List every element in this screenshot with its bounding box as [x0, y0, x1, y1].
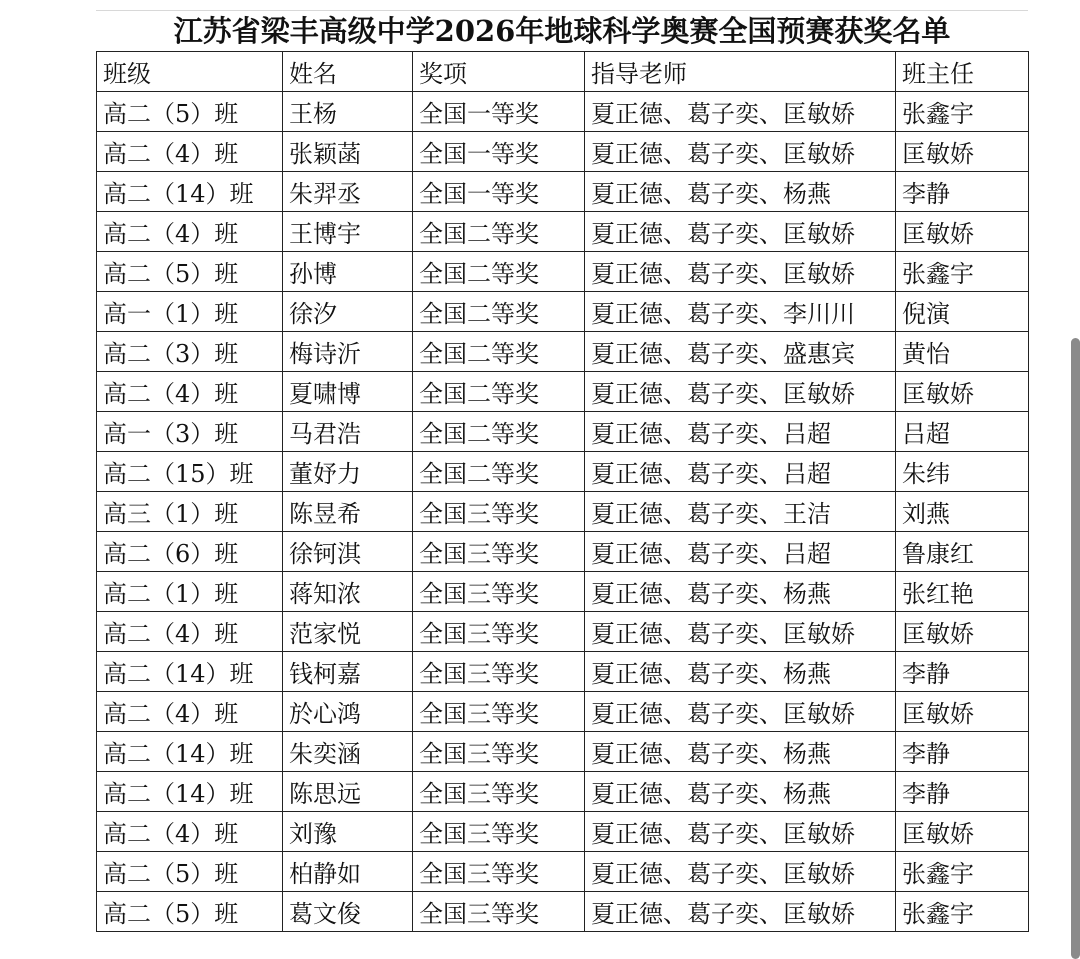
cell-head-teacher: 李静 — [896, 772, 1029, 812]
table-row — [97, 412, 1029, 452]
cell-head-teacher: 匡敏娇 — [896, 212, 1029, 252]
cell-name: 蒋知浓 — [283, 572, 413, 612]
cell-advisors: 夏正德、葛子奕、匡敏娇 — [585, 92, 896, 132]
cell-class: 高二（4）班 — [97, 212, 283, 252]
table-row — [97, 252, 1029, 292]
table-row — [97, 692, 1029, 732]
cell-class: 高二（4）班 — [97, 612, 283, 652]
cell-award: 全国三等奖 — [413, 572, 585, 612]
cell-advisors: 夏正德、葛子奕、杨燕 — [585, 172, 896, 212]
table-row — [97, 292, 1029, 332]
cell-head-teacher: 匡敏娇 — [896, 692, 1029, 732]
award-table — [96, 51, 1029, 932]
table-row — [97, 452, 1029, 492]
cell-award: 全国一等奖 — [413, 132, 585, 172]
table-row — [97, 132, 1029, 172]
cell-class: 高二（14）班 — [97, 172, 283, 212]
cell-advisors: 夏正德、葛子奕、吕超 — [585, 452, 896, 492]
cell-advisors: 夏正德、葛子奕、杨燕 — [585, 732, 896, 772]
cell-class: 高二（6）班 — [97, 532, 283, 572]
cell-head-teacher: 张鑫宇 — [896, 92, 1029, 132]
cell-award: 全国三等奖 — [413, 652, 585, 692]
table-row — [97, 732, 1029, 772]
cell-name: 马君浩 — [283, 412, 413, 452]
cell-head-teacher: 张红艳 — [896, 572, 1029, 612]
table-row — [97, 772, 1029, 812]
cell-award: 全国一等奖 — [413, 92, 585, 132]
cell-class: 高三（1）班 — [97, 492, 283, 532]
cell-award: 全国二等奖 — [413, 252, 585, 292]
cell-name: 梅诗沂 — [283, 332, 413, 372]
cell-class: 高二（14）班 — [97, 732, 283, 772]
cell-advisors: 夏正德、葛子奕、匡敏娇 — [585, 852, 896, 892]
table-row — [97, 492, 1029, 532]
cell-head-teacher: 黄怡 — [896, 332, 1029, 372]
cell-award: 全国二等奖 — [413, 452, 585, 492]
table-row — [97, 652, 1029, 692]
cell-advisors: 夏正德、葛子奕、匡敏娇 — [585, 692, 896, 732]
cell-head-teacher: 匡敏娇 — [896, 612, 1029, 652]
cell-advisors: 夏正德、葛子奕、吕超 — [585, 532, 896, 572]
cell-advisors: 夏正德、葛子奕、匡敏娇 — [585, 132, 896, 172]
cell-name: 孙博 — [283, 252, 413, 292]
cell-advisors: 夏正德、葛子奕、匡敏娇 — [585, 372, 896, 412]
cell-head-teacher: 匡敏娇 — [896, 372, 1029, 412]
header-class: 班级 — [97, 52, 283, 92]
cell-name: 朱羿丞 — [283, 172, 413, 212]
cell-name: 刘豫 — [283, 812, 413, 852]
cell-name: 张颖菡 — [283, 132, 413, 172]
table-row — [97, 332, 1029, 372]
header-award: 奖项 — [413, 52, 585, 92]
cell-advisors: 夏正德、葛子奕、匡敏娇 — [585, 612, 896, 652]
cell-advisors: 夏正德、葛子奕、匡敏娇 — [585, 252, 896, 292]
cell-name: 徐汐 — [283, 292, 413, 332]
cell-award: 全国三等奖 — [413, 772, 585, 812]
cell-head-teacher: 吕超 — [896, 412, 1029, 452]
cell-head-teacher: 张鑫宇 — [896, 892, 1029, 932]
table-row — [97, 532, 1029, 572]
cell-name: 於心鸿 — [283, 692, 413, 732]
cell-head-teacher: 鲁康红 — [896, 532, 1029, 572]
cell-name: 钱柯嘉 — [283, 652, 413, 692]
cell-advisors: 夏正德、葛子奕、匡敏娇 — [585, 812, 896, 852]
table-row — [97, 852, 1029, 892]
table-row — [97, 812, 1029, 852]
table-row — [97, 612, 1029, 652]
cell-name: 王杨 — [283, 92, 413, 132]
header-head-teacher: 班主任 — [896, 52, 1029, 92]
cell-award: 全国三等奖 — [413, 732, 585, 772]
cell-head-teacher: 张鑫宇 — [896, 852, 1029, 892]
cell-head-teacher: 倪演 — [896, 292, 1029, 332]
cell-class: 高二（5）班 — [97, 92, 283, 132]
cell-award: 全国三等奖 — [413, 692, 585, 732]
cell-class: 高二（14）班 — [97, 652, 283, 692]
cell-award: 全国三等奖 — [413, 492, 585, 532]
cell-advisors: 夏正德、葛子奕、杨燕 — [585, 652, 896, 692]
cell-class: 高一（3）班 — [97, 412, 283, 452]
cell-award: 全国二等奖 — [413, 372, 585, 412]
cell-head-teacher: 刘燕 — [896, 492, 1029, 532]
award-table-body — [97, 52, 1029, 932]
cell-head-teacher: 李静 — [896, 652, 1029, 692]
cell-class: 高二（4）班 — [97, 132, 283, 172]
cell-award: 全国三等奖 — [413, 812, 585, 852]
document-title: 江苏省梁丰高级中学2026年地球科学奥赛全国预赛获奖名单 — [96, 10, 1028, 51]
table-row — [97, 572, 1029, 612]
cell-name: 朱奕涵 — [283, 732, 413, 772]
cell-class: 高二（15）班 — [97, 452, 283, 492]
table-row — [97, 212, 1029, 252]
cell-advisors: 夏正德、葛子奕、匡敏娇 — [585, 212, 896, 252]
cell-name: 陈昱希 — [283, 492, 413, 532]
cell-award: 全国二等奖 — [413, 292, 585, 332]
cell-name: 夏啸博 — [283, 372, 413, 412]
cell-advisors: 夏正德、葛子奕、匡敏娇 — [585, 892, 896, 932]
cell-name: 葛文俊 — [283, 892, 413, 932]
cell-advisors: 夏正德、葛子奕、杨燕 — [585, 772, 896, 812]
table-row — [97, 892, 1029, 932]
table-row — [97, 372, 1029, 412]
cell-class: 高二（3）班 — [97, 332, 283, 372]
header-name: 姓名 — [283, 52, 413, 92]
cell-class: 高二（4）班 — [97, 692, 283, 732]
cell-award: 全国三等奖 — [413, 532, 585, 572]
cell-name: 范家悦 — [283, 612, 413, 652]
cell-advisors: 夏正德、葛子奕、王洁 — [585, 492, 896, 532]
cell-name: 陈思远 — [283, 772, 413, 812]
cell-class: 高二（5）班 — [97, 892, 283, 932]
cell-award: 全国三等奖 — [413, 612, 585, 652]
cell-name: 徐钶淇 — [283, 532, 413, 572]
cell-class: 高二（5）班 — [97, 252, 283, 292]
cell-head-teacher: 李静 — [896, 172, 1029, 212]
cell-award: 全国二等奖 — [413, 212, 585, 252]
cell-class: 高二（5）班 — [97, 852, 283, 892]
cell-award: 全国一等奖 — [413, 172, 585, 212]
cell-name: 董妤力 — [283, 452, 413, 492]
table-row — [97, 92, 1029, 132]
cell-class: 高二（1）班 — [97, 572, 283, 612]
cell-name: 王博宇 — [283, 212, 413, 252]
cell-advisors: 夏正德、葛子奕、盛惠宾 — [585, 332, 896, 372]
cell-head-teacher: 匡敏娇 — [896, 812, 1029, 852]
cell-award: 全国二等奖 — [413, 332, 585, 372]
cell-class: 高二（4）班 — [97, 812, 283, 852]
cell-head-teacher: 朱纬 — [896, 452, 1029, 492]
cell-class: 高二（4）班 — [97, 372, 283, 412]
cell-award: 全国三等奖 — [413, 892, 585, 932]
vertical-scrollbar[interactable] — [1071, 338, 1080, 959]
cell-advisors: 夏正德、葛子奕、吕超 — [585, 412, 896, 452]
table-row — [97, 172, 1029, 212]
cell-class: 高二（14）班 — [97, 772, 283, 812]
table-header-row — [97, 52, 1029, 92]
header-advisors: 指导老师 — [585, 52, 896, 92]
cell-head-teacher: 李静 — [896, 732, 1029, 772]
cell-head-teacher: 张鑫宇 — [896, 252, 1029, 292]
cell-head-teacher: 匡敏娇 — [896, 132, 1029, 172]
award-list-document — [96, 10, 1028, 932]
cell-award: 全国三等奖 — [413, 852, 585, 892]
cell-advisors: 夏正德、葛子奕、李川川 — [585, 292, 896, 332]
cell-name: 柏静如 — [283, 852, 413, 892]
cell-advisors: 夏正德、葛子奕、杨燕 — [585, 572, 896, 612]
cell-class: 高一（1）班 — [97, 292, 283, 332]
cell-award: 全国二等奖 — [413, 412, 585, 452]
